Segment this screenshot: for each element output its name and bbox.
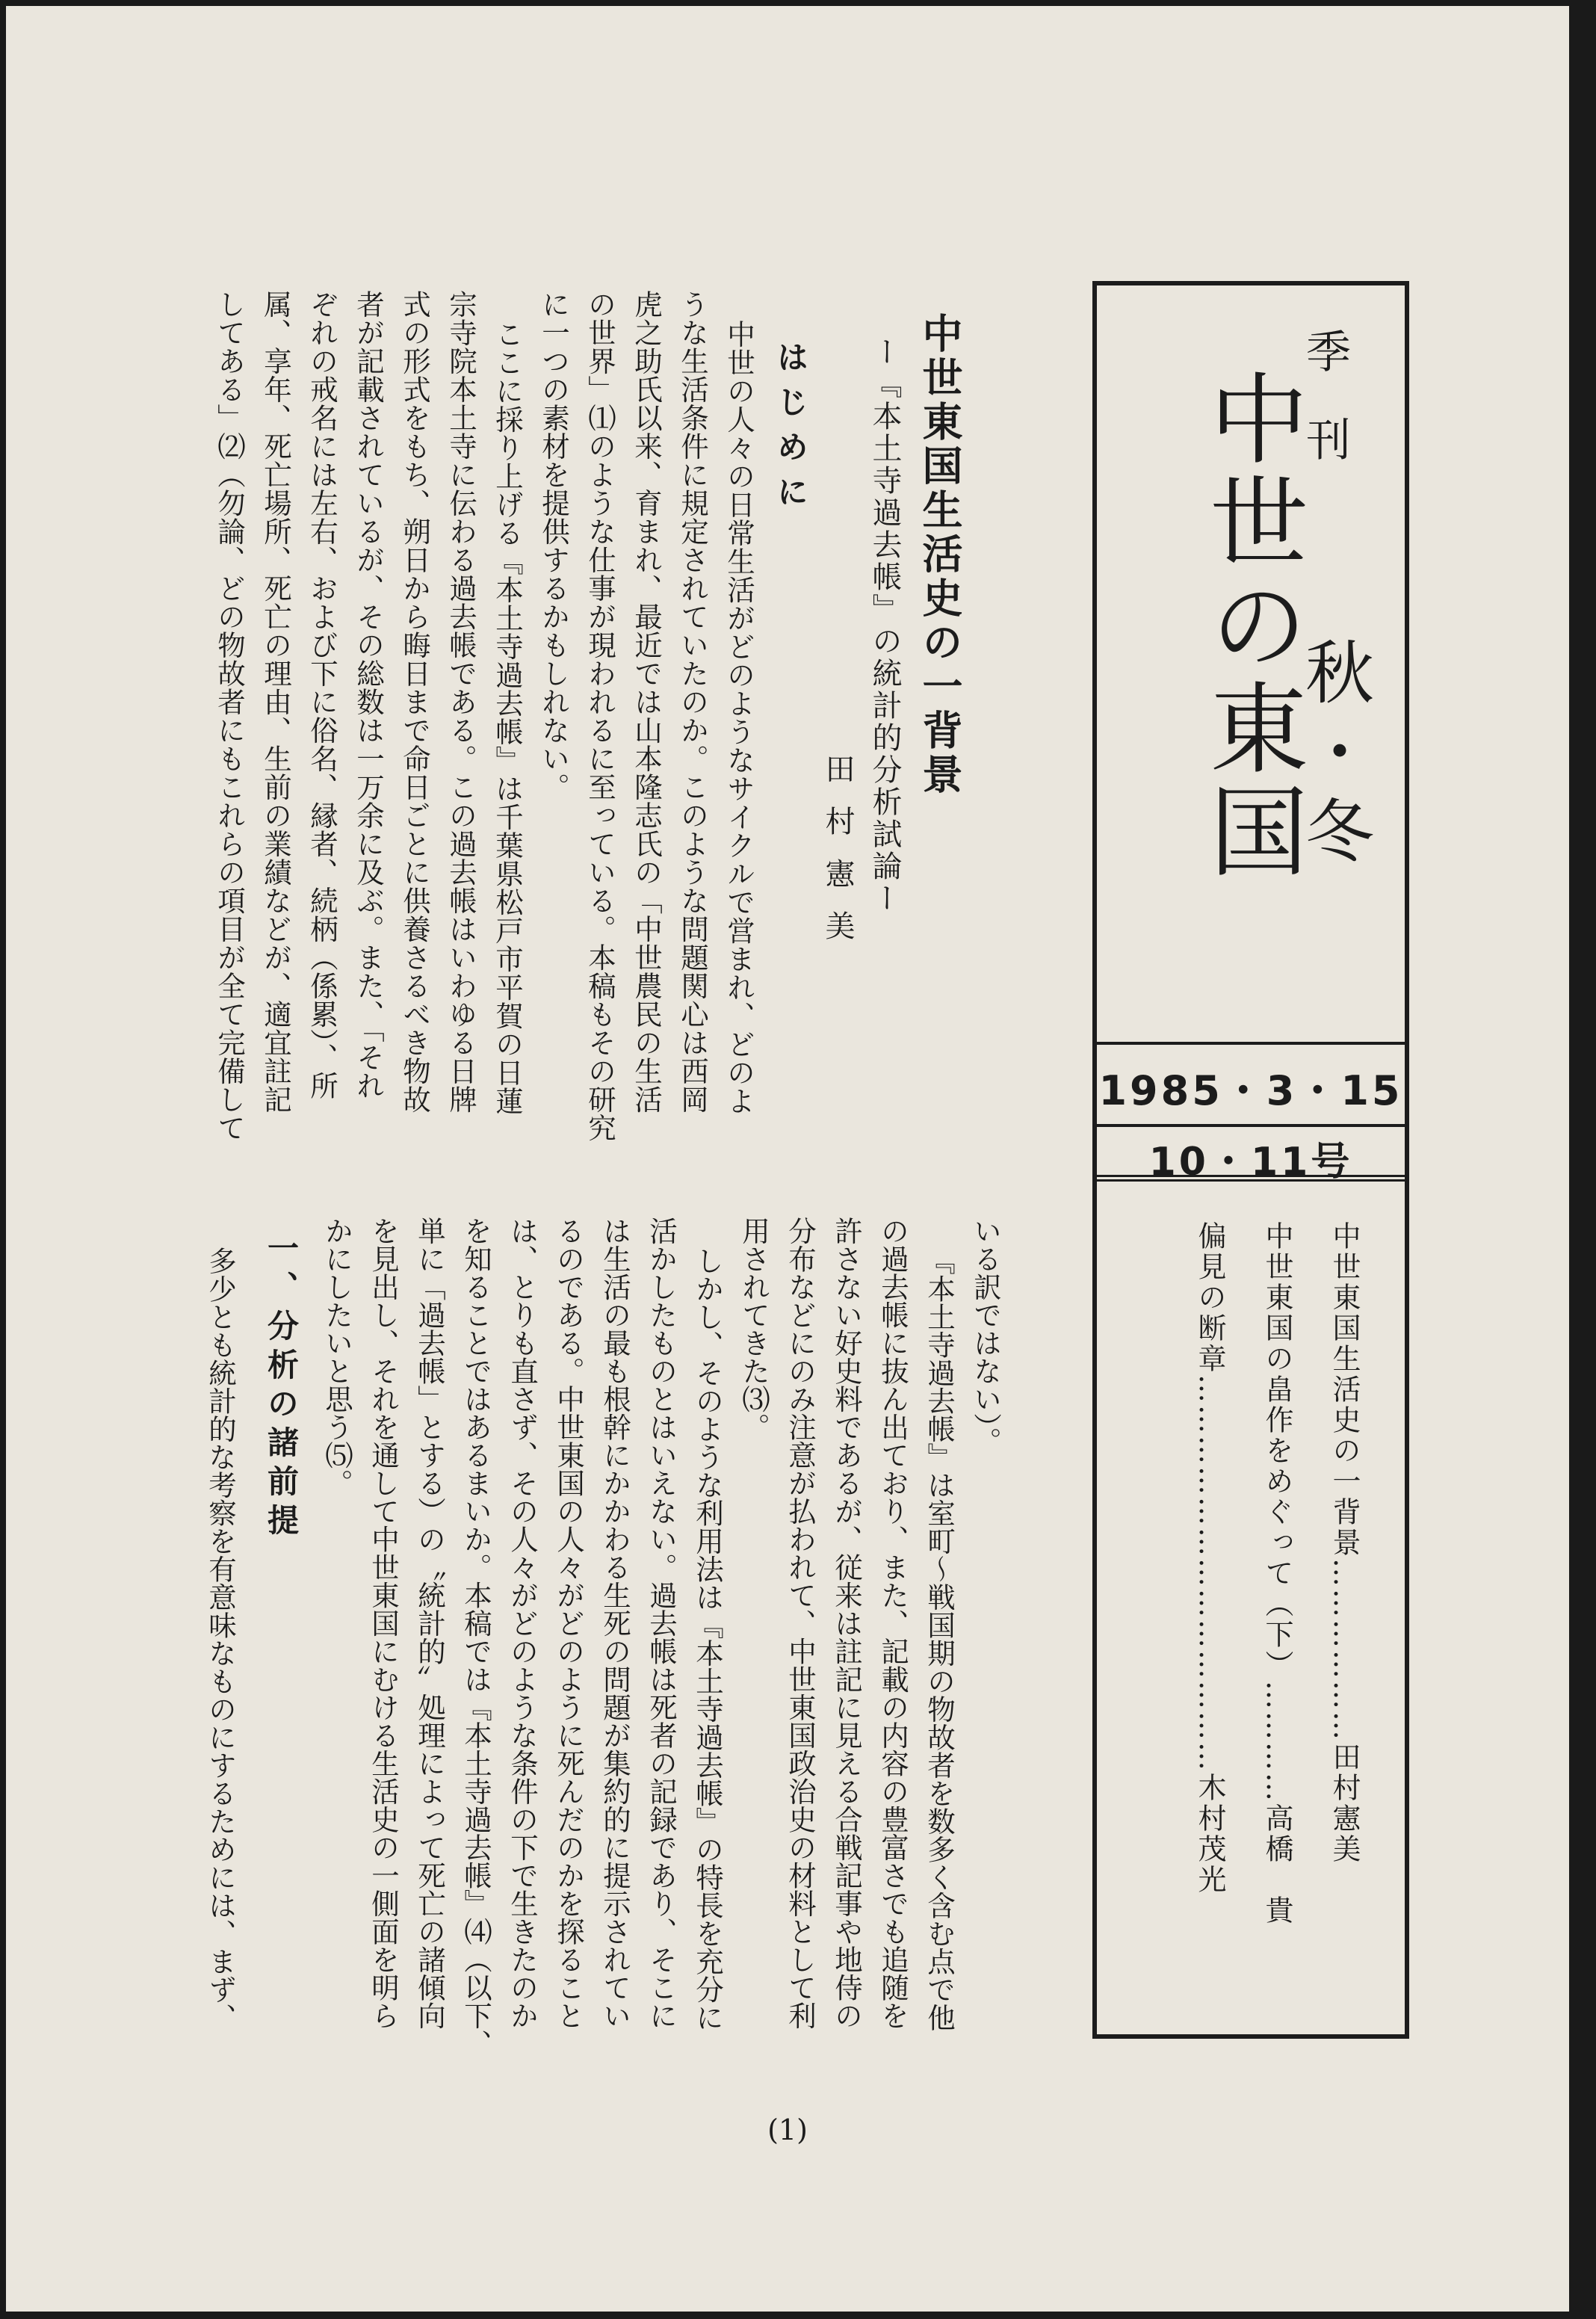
body-line: に一つの素材を提供するかもしれない。	[537, 290, 570, 801]
quarterly-label-char-1: 季	[1306, 327, 1351, 379]
body-line: 虎之助氏以来、育まれ、最近では山本隆志氏の「中世農民の生活	[630, 290, 663, 1114]
body-line: 宗寺院本土寺に伝わる過去帳である。この過去帳はいわゆる日牌	[445, 290, 477, 1114]
toc-entry-title: 偏見の断章	[1193, 1221, 1226, 1374]
journal-page	[6, 6, 1569, 2312]
body-line: を見出し、それを通して中世東国にむける生活史の一側面を明ら	[367, 1217, 400, 2030]
toc-entry-author: 田村憲美	[1328, 1742, 1361, 1865]
toc-entry-title: 中世東国の畠作をめぐって（下）	[1261, 1221, 1293, 1681]
toc-entry-author: 木村茂光	[1193, 1773, 1226, 1895]
article-author: 田村憲美	[820, 753, 855, 963]
toc-leader: …………	[1261, 1681, 1293, 1803]
body-line: してある」⑵（勿論、どの物故者にもこれらの項目が全て完備して	[213, 290, 246, 1142]
journal-title: 中世の東国	[1193, 368, 1308, 883]
body-line: しかし、そのような利用法は『本土寺過去帳』の特長を充分に	[691, 1247, 724, 2031]
body-line: ぞれの戒名には左右、および下に俗名、縁者、続柄（係累）、所	[306, 290, 338, 1100]
body-line: 『本土寺過去帳』は室町〜戦国期の物故者を数多く含む点で他	[923, 1247, 956, 2031]
article-subtitle: ー『本土寺過去帳』の統計的分析試論ー	[867, 336, 902, 915]
body-line: 属、享年、死亡場所、死亡の理由、生前の業績などが、適宜註記	[259, 290, 292, 1114]
body-line: 分布などにのみ注意が払われて、中世東国政治史の材料として利	[784, 1217, 817, 2030]
body-line: は生活の最も根幹にかかわる生死の問題が集約的に提示されてい	[598, 1217, 631, 2030]
toc-entry-author: 高橋 貴	[1261, 1803, 1293, 1926]
body-line: 単に「過去帳」とする）の〝統計的〟処理によって死亡の諸傾向	[413, 1217, 446, 2030]
quarterly-label-char-2: 刊	[1306, 415, 1351, 467]
body-line: の過去帳に抜ん出ており、また、記載の内容の豊富さでも追随を	[876, 1217, 909, 2030]
toc-entry-2[interactable]	[1260, 1221, 1294, 1926]
body-line: の世界」⑴のような仕事が現われるに至っている。本稿もその研究	[584, 290, 616, 1142]
article-title: 中世東国生活史の一背景	[916, 312, 964, 797]
body-line: は、とりも直さず、その人々がどのような条件の下で生きたのか	[506, 1217, 539, 2030]
masthead-divider	[1097, 1124, 1405, 1127]
issue-number: 10・11号	[1148, 1140, 1353, 1185]
toc-entry-3[interactable]	[1193, 1221, 1227, 1895]
journal-season: 秋・冬	[1294, 637, 1374, 874]
page-number: (1)	[767, 2113, 808, 2146]
body-line: 用されてきた⑶。	[737, 1217, 770, 1441]
toc-entry-title: 中世東国生活史の一背景	[1328, 1221, 1361, 1558]
masthead-divider	[1097, 1042, 1405, 1045]
body-line: かにしたいと思う⑸。	[321, 1217, 353, 1497]
body-line: 式の形式をもち、朔日から晦日まで命日ごとに供養さるべき物故	[398, 290, 431, 1114]
body-line: 中世の人々の日常生活がどのようなサイクルで営まれ、どのよ	[723, 320, 755, 1115]
body-line: るのである。中世東国の人々がどのように死んだのかを探ること	[552, 1217, 585, 2030]
body-line: 活かしたものとはいえない。過去帳は死者の記録であり、そこに	[645, 1217, 678, 2030]
masthead-divider	[1097, 1175, 1405, 1177]
toc-leader: ………………	[1328, 1558, 1361, 1742]
body-line: 多少とも統計的な考察を有意味なものにするためには、まず、	[204, 1247, 237, 2031]
body-line: うな生活条件に規定されていたのか。このような問題関心は西岡	[676, 290, 709, 1114]
toc-entry-1[interactable]	[1327, 1221, 1361, 1865]
body-line: を知ることではあるまいか。本稿では『本土寺過去帳』⑷（以下、	[460, 1217, 492, 2057]
body-line: ここに採り上げる『本土寺過去帳』は千葉県松戸市平賀の日蓮	[491, 320, 524, 1115]
body-line: いる訳ではない）。	[969, 1217, 1002, 1455]
masthead-divider	[1097, 1179, 1405, 1182]
toc-leader: …………………………………	[1193, 1374, 1226, 1773]
body-line: 者が記載されているが、その総数は一万余に及ぶ。また、「それ	[352, 290, 385, 1100]
issue-date: 1985・3・15	[1098, 1067, 1403, 1114]
heading-introduction: はじめに	[773, 341, 809, 520]
heading-section-1: 一、分析の諸前提	[263, 1232, 300, 1543]
body-line: 許さない好史料であるが、従来は註記に見える合戦記事や地侍の	[830, 1217, 863, 2030]
masthead-box	[1092, 281, 1409, 2039]
